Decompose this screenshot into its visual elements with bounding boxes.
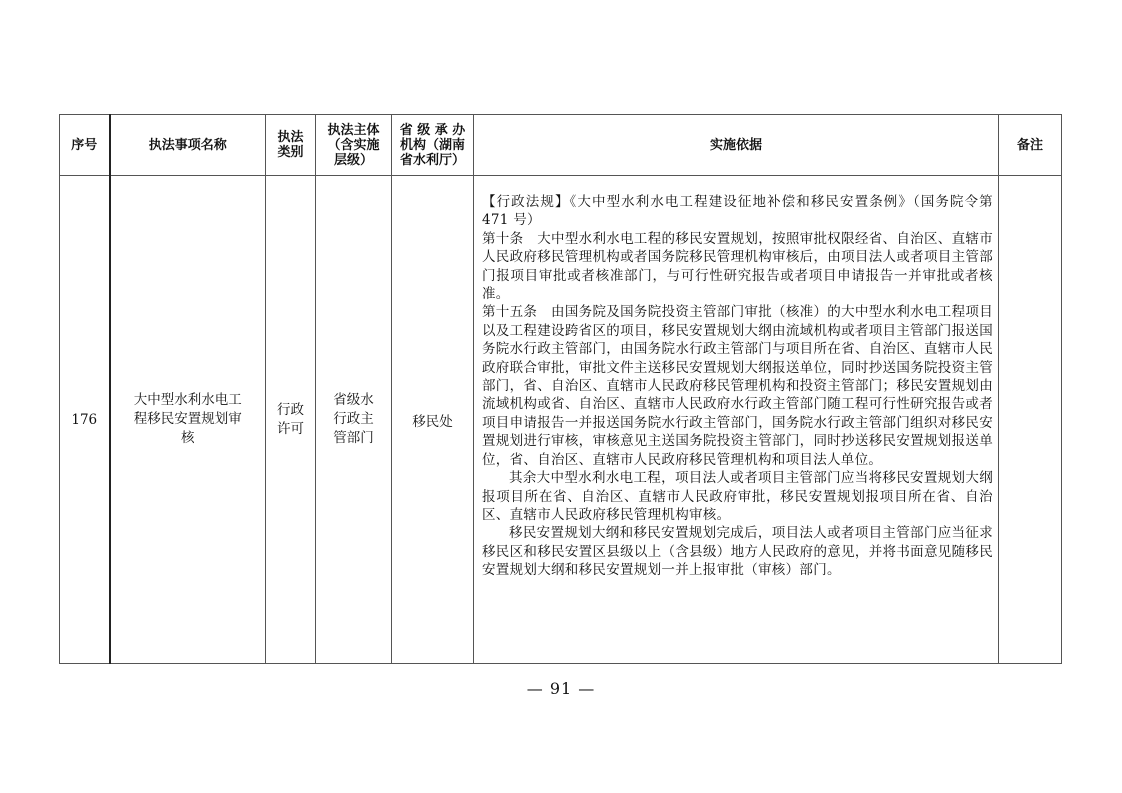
header-category: 执法 类别 bbox=[266, 115, 316, 176]
basis-paragraph: 第十条 大中型水利水电工程的移民安置规划，按照审批权限经省、自治区、直辖市人民政府移民管理机构或者国务院移民管理机构审核后，由项目法人或者项目主管部门报项目审批或者核准部门，与可行性研究报告或者项目申请报告一并审批或者核准。 bbox=[482, 230, 993, 303]
header-org: 省 级 承 办 机构（湖南 省水利厅） bbox=[392, 115, 474, 176]
page-number: — 91 — bbox=[526, 679, 596, 698]
row-org: 移民处 bbox=[392, 176, 474, 664]
table-row bbox=[60, 176, 1062, 664]
basis-paragraph: 【行政法规】《大中型水利水电工程建设征地补偿和移民安置条例》（国务院令第 471 号） bbox=[482, 194, 993, 229]
row-index: 176 bbox=[60, 176, 110, 664]
header-item-name: 执法事项名称 bbox=[110, 115, 266, 176]
header-remark: 备注 bbox=[999, 115, 1062, 176]
basis-paragraph: 移民安置规划大纲和移民安置规划完成后，项目法人或者项目主管部门应当征求移民区和移民安置区县级以上（含县级）地方人民政府的意见，并将书面意见随移民安置规划大纲和移民安置规划一并上报审批（审核）部门。 bbox=[482, 525, 993, 579]
header-basis: 实施依据 bbox=[474, 115, 999, 176]
row-item-name: 大中型水利水电工 程移民安置规划审 核 bbox=[110, 176, 266, 664]
header-subject: 执法主体 （含实施 层级） bbox=[316, 115, 392, 176]
row-category: 行政 许可 bbox=[266, 176, 316, 664]
row-remark bbox=[999, 176, 1062, 664]
basis-paragraph: 其余大中型水利水电工程，项目法人或者项目主管部门应当将移民安置规划大纲报项目所在省、自治区、直辖市人民政府审批，移民安置规划报项目所在省、自治区、直辖市人民政府移民管理机构审核。 bbox=[482, 470, 993, 523]
header-row bbox=[60, 115, 1062, 176]
enforcement-table bbox=[59, 114, 1062, 664]
header-index: 序号 bbox=[60, 115, 110, 176]
row-basis bbox=[474, 176, 999, 664]
basis-paragraph: 第十五条 由国务院及国务院投资主管部门审批（核准）的大中型水利水电工程项目以及工程建设跨省区的项目，移民安置规划大纲由流域机构或者项目主管部门报送国务院水行政主管部门，由国务院水行政主管部门与项目所在省、自治区、直辖市人民政府联合审批，审批文件主送移民安置规划大纲报送单位，同时抄送国务院投资主管部门，省、自治区、直辖市人民政府移民管理机构和投资主管部门；移民安置规划由流域机构或省、自治区、直辖市人民政府水行政主管部门随工程可行性研究报告或者项目申请报告一并报送国务院水行政主管部门，国务院水行政主管部门组织对移民安置规划进行审核，审核意见主送国务院投资主管部门，同时抄送移民安置规划报送单位，省、自治区、直辖市人民政府移民管理机构和项目法人单位。 bbox=[482, 304, 993, 468]
row-subject: 省级水 行政主 管部门 bbox=[316, 176, 392, 664]
